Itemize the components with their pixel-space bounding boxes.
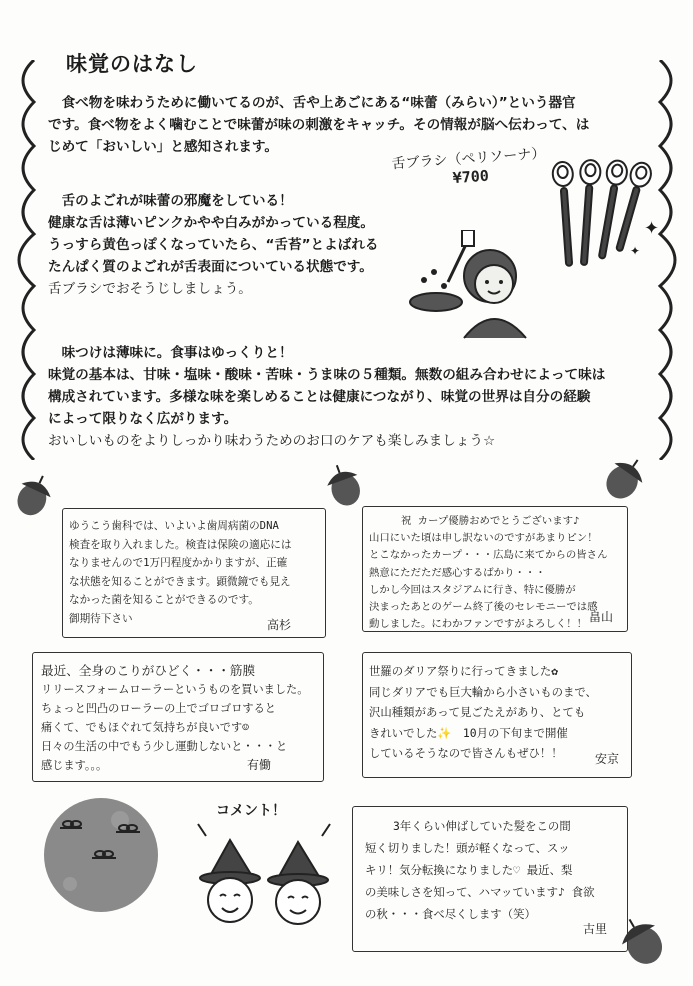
note-line: しているそうなので皆さんもぜひ！！	[369, 746, 563, 760]
intro-line: 食べ物を味わうために働いてるのが、舌や上あごにある“味蕾（みらい）”という器官	[48, 95, 576, 111]
tongue-brush-illustration	[528, 152, 658, 282]
note-line: 痛くて、でもほぐれて気持ちが良いです☺	[41, 721, 249, 734]
note-line: 短く切りました！頭が軽くなって、スッ	[365, 841, 570, 855]
comment-label: コメント！	[216, 803, 286, 819]
note-line: 感じます。。。	[41, 759, 108, 772]
page-title: 味覚のはなし	[66, 52, 198, 76]
note-signature: 高杉	[266, 618, 291, 632]
tongue-brush-price: ¥700	[452, 166, 490, 188]
acorn-icon	[12, 470, 56, 520]
moon-dragonfly-illustration	[42, 796, 160, 914]
sparkle-icon: ✦	[630, 244, 641, 258]
staff-note-1	[62, 508, 326, 638]
note-line: 山口にいた頃は申し訳ないのですがあまりピン！	[369, 532, 598, 545]
note-line: きれいでした✨ 10月の下旬まで開催	[369, 725, 568, 740]
staff-note-2	[362, 506, 628, 632]
note-line: とこなかったカープ・・・広島に来てからの皆さん	[369, 549, 608, 562]
note-line: ちょっと凹凸のローラーの上でゴロゴロすると	[41, 702, 276, 715]
note-signature: 安京	[594, 752, 619, 766]
note-signature: 有働	[246, 758, 271, 772]
tongue-line: 健康な舌は薄いピンクかやや白みがかっている程度。	[48, 215, 374, 231]
intro-line: です。食べ物をよく噛むことで味蕾が味の刺激をキャッチ。その情報が脳へ伝わって、は	[48, 117, 590, 133]
note-line: 熱意にただただ感心するばかり・・・	[369, 566, 546, 579]
sparkle-icon: ✦	[644, 218, 660, 239]
note-line: なかった菌を知ることができるのです。	[69, 594, 259, 606]
note-line: 同じダリアでも巨大輪から小さいものまで、	[369, 684, 597, 699]
staff-note-4	[362, 652, 632, 778]
note-line: 決まったあとのゲーム終了後のセレモニーでは感	[369, 601, 598, 614]
taste-paragraph	[48, 342, 605, 452]
witch-characters-illustration	[180, 820, 350, 930]
intro-line: じめて「おいしい」と感知されます。	[48, 139, 279, 155]
taste-line: 味つけは薄味に。食事はゆっくりと！	[48, 345, 293, 361]
note-line: リリースフォームローラーというものを買いました。	[41, 683, 309, 696]
note-line: 日々の生活の中でもう少し運動しないと・・・と	[41, 740, 288, 753]
tongue-paragraph	[48, 190, 379, 300]
tongue-brush-name: 舌ブラシ（ペリソーナ）	[391, 145, 546, 173]
note-line: 沢山種類があって見ごたえがあり、とても	[369, 705, 586, 719]
taste-line: 構成されています。多様な味を楽しめることは健康につながり、味覚の世界は自分の経験	[48, 389, 591, 405]
note-line: しかし今回はスタジアムに行き、特に優勝が	[369, 583, 576, 596]
taste-line: おいしいものをよりしっかり味わうためのお口のケアも楽しみましょう☆	[48, 433, 496, 449]
note-line: なりませんので1万円程度かかりますが、正確	[69, 557, 288, 569]
tongue-line: たんぱく質のよごれが舌表面についている状態です。	[48, 259, 373, 275]
acorn-icon	[322, 460, 366, 510]
note-line: 検査を取り入れました。検査は保険の適応には	[69, 538, 292, 551]
note-line: 動しました。にわかファンですがよろしく！！	[369, 618, 587, 631]
acorn-icon	[600, 450, 650, 506]
note-line: ゆうこう歯科では、いよいよ歯周病菌のDNA	[69, 520, 279, 532]
note-line: 御期待下さい	[69, 612, 133, 625]
left-scallop-border	[4, 60, 44, 460]
note-line: キリ！気分転換になりました♡ 最近、梨	[365, 863, 573, 877]
note-line: の秋・・・食べ尽くします（笑）	[365, 907, 536, 921]
note-line: 世羅のダリア祭りに行ってきました✿	[369, 664, 559, 678]
note-line: 3年くらい伸ばしていた髪をこの間	[393, 819, 571, 833]
staff-note-5	[352, 806, 628, 952]
note-line: な状態を知ることができます。顕微鏡でも見え	[69, 575, 291, 588]
taste-line: によって限りなく広がります。	[48, 411, 238, 427]
tongue-line: 舌ブラシでおそうじしましょう。	[48, 281, 252, 297]
tongue-line: 舌のよごれが味蕾の邪魔をしている！	[48, 193, 293, 209]
staff-note-3	[32, 652, 324, 782]
note-signature: 古里	[582, 922, 607, 936]
note-line: の美味しさを知って、ハマッています♪ 食欲	[365, 885, 595, 899]
taste-line: 味覚の基本は、甘味・塩味・酸味・苦味・うま味の５種類。無数の組み合わせによって味は	[48, 367, 606, 383]
tongue-line: うっすら黄色っぽくなっていたら、“舌苔”とよばれる	[48, 237, 379, 253]
note-heading: 祝 カープ優勝おめでとうございます♪	[401, 515, 580, 527]
cooking-woman-illustration	[408, 230, 538, 340]
note-line: 最近、全身のこりがひどく・・・筋膜	[41, 663, 256, 678]
note-signature: 畠山	[588, 610, 613, 624]
